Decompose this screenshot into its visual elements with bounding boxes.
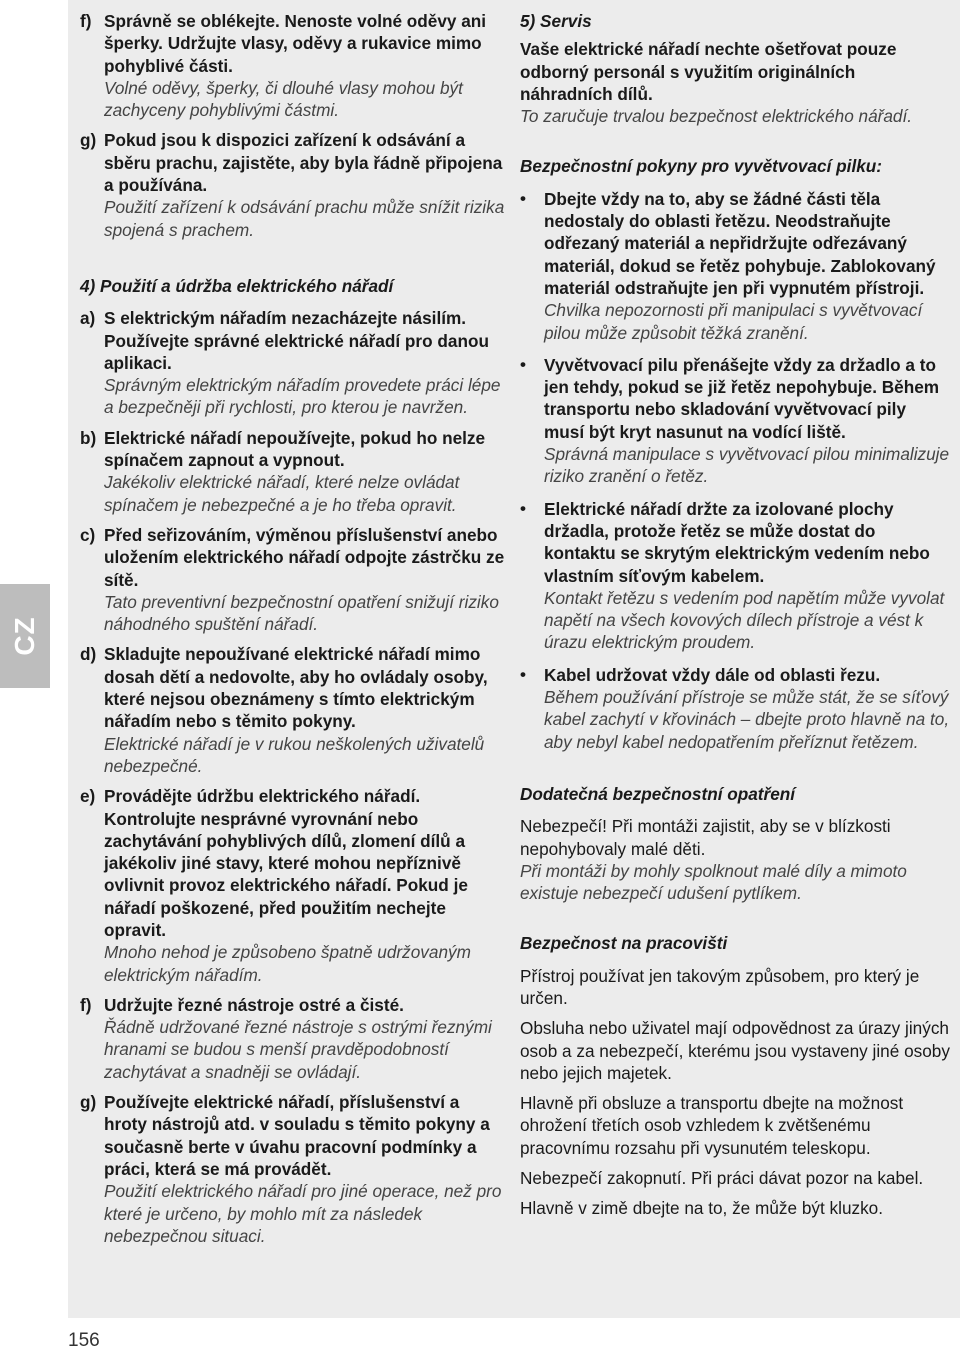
- item-a-force: [80, 307, 506, 418]
- bullet-marker: •: [520, 498, 526, 518]
- instruction-bold: Skladujte nepoužívané elektrické nářadí mimo dosah dětí a nedovolte, aby ho ovládaly osoby, které nejsou obeznámeny s tímto elektrickým nářadím nebo s těmito pokyny.: [104, 644, 488, 732]
- bullet-item: [520, 354, 950, 488]
- instruction-note: Volné oděvy, šperky, či dlouhé vlasy mohou být zachyceny pohyblivými částmi.: [104, 77, 463, 121]
- paragraph: Hlavně v zimě dbejte na to, že může být kluzko.: [520, 1198, 884, 1219]
- item-g-proper-use: [80, 1091, 506, 1247]
- item-label: d): [80, 644, 97, 665]
- language-tab: [0, 584, 50, 688]
- instruction-note: Kontakt řetězu s vedením pod napětím může vyvolat napětí na všech kovových dílech přístroje a vést k úrazu elektrickým proudem.: [544, 587, 945, 653]
- instruction-note: Jakékoliv elektrické nářadí, které nelze ovládat spínačem je nebezpečné a je ho třeba opravit.: [104, 472, 460, 515]
- service-instruction: Vaše elektrické nářadí nechte ošetřovat pouze odborný personál s využitím originálních náhradních dílů.: [520, 39, 897, 104]
- instruction-bold: Používejte elektrické nářadí, příslušenství a hroty nástrojů atd. v souladu s těmito pokyny a současně berte v úvahu pracovní podmínky a práci, která se má provádět.: [104, 1092, 490, 1179]
- paragraph: Nebezpečí! Při montáži zajistit, aby se v blízkosti nepohybovaly malé děti.: [520, 816, 891, 859]
- instruction-bold: Elektrické nářadí držte za izolované plochy držadla, protože řetěz se může dostat do kontaktu se skrytým elektrickým vedením nebo vlastním síťovým kabelem.: [544, 498, 930, 586]
- instruction-bold: Udržujte řezné nástroje ostré a čisté.: [104, 994, 404, 1015]
- bullet-marker: •: [520, 354, 526, 374]
- paragraph: Přístroj používat jen takovým způsobem, pro který je určen.: [520, 965, 920, 1008]
- instruction-bold: Před seřizováním, výměnou příslušenství anebo uložením elektrického nářadí odpojte zástrčku ze sítě.: [104, 524, 505, 590]
- item-d-storage: [80, 643, 506, 777]
- bullet-item: [520, 188, 950, 344]
- item-label: c): [80, 524, 96, 545]
- instruction-bold: S elektrickým nářadím nezacházejte násilím. Používejte správné elektrické nářadí pro danou aplikaci.: [104, 308, 489, 373]
- bullet-item: [520, 498, 950, 654]
- instruction-note: Elektrické nářadí je v rukou neškolených uživatelů nebezpečné.: [104, 733, 485, 776]
- paragraph-italic: Při montáži by mohly spolknout malé díly a mimoto existuje nebezpečí udušení pytlíkem.: [520, 860, 907, 904]
- item-label: a): [80, 308, 96, 329]
- instruction-bold: Vyvětvovací pilu přenášejte vždy za držadlo a to jen tehdy, pokud se již řetěz nepohybuje. Během transportu nebo skladování vyvětvovací pily musí být kryt nasunut na vodící liště.: [544, 354, 940, 442]
- instruction-note: Tato preventivní bezpečnostní opatření snižují riziko náhodného spuštění nářadí.: [104, 591, 499, 635]
- language-tab-label: CZ: [9, 616, 40, 656]
- section-heading-pruner-safety: Bezpečnostní pokyny pro vyvětvovací pilku:: [520, 156, 882, 177]
- instruction-note: Chvilka nepozornosti při manipulaci s vyvětvovací pilou může způsobit těžká zranění.: [544, 300, 923, 343]
- item-c-unplug: [80, 524, 506, 635]
- instruction-bold: Dbejte vždy na to, aby se žádné části těla nedostaly do oblasti řetězu. Neodstraňujte odřezaný materiál a nepřidržujte odřezávaný materiál, dokud se řetěz pohybuje. Zablokovaný materiál odstraňujte jen při vypnutém přístroji.: [544, 188, 936, 298]
- instruction-bold: Elektrické nářadí nepoužívejte, pokud ho nelze spínačem zapnout a vypnout.: [104, 427, 486, 471]
- item-label: b): [80, 427, 97, 448]
- instruction-note: Během používání přístroje se může stát, že se síťový kabel zachytí v křovinách – dbejte proto hlavně na to, aby nebyl kabel nedopatřením přeříznut řetězem.: [544, 687, 950, 752]
- section-heading-additional-measures: Dodatečná bezpečnostní opatření: [520, 783, 796, 804]
- section-heading-workplace-safety: Bezpečnost na pracovišti: [520, 933, 728, 954]
- paragraph: Nebezpečí zakopnutí. Při práci dávat pozor na kabel.: [520, 1168, 924, 1189]
- item-label: f): [80, 994, 92, 1015]
- item-e-maintenance: [80, 785, 506, 986]
- instruction-note: Mnoho nehod je způsobeno špatně udržovaným elektrickým nářadím.: [104, 942, 471, 985]
- item-label: g): [80, 1092, 97, 1113]
- instruction-note: Použití elektrického nářadí pro jiné operace, než pro které je určeno, by mohlo mít za následek nebezpečnou situaci.: [104, 1181, 502, 1246]
- paragraph: Hlavně při obsluze a transportu dbejte na možnost ohrožení třetích osob vzhledem k zvětšenému pracovnímu rozsahu při vysunutém teleskopu.: [520, 1093, 904, 1158]
- page-number: 156: [68, 1330, 100, 1351]
- item-f-cutting-tools: [80, 994, 506, 1083]
- instruction-bold: Provádějte údržbu elektrického nářadí. Kontrolujte nesprávné vyrovnání nebo zachytávání pohyblivých dílů, zlomení dílů a jakékoliv jiné stavy, které mohou nepříznivě ovlivnit provoz elektrického nářadí. Pokud je nářadí poškozené, před použitím nechejte opravit.: [104, 786, 468, 940]
- bullet-item: [520, 664, 950, 753]
- item-label: f): [80, 11, 92, 31]
- section-heading-use-maintenance: 4) Použití a údržba elektrického nářadí: [80, 275, 394, 296]
- item-g-dust: [80, 129, 506, 240]
- section-heading-service: 5) Servis: [520, 11, 592, 31]
- item-b-switch: [80, 427, 506, 516]
- bullet-marker: •: [520, 664, 526, 684]
- item-label: e): [80, 786, 96, 807]
- left-column: [80, 10, 506, 1255]
- item-f-clothing: [80, 10, 506, 121]
- right-column: [520, 10, 950, 1228]
- instruction-note: Řádně udržované řezné nástroje s ostrými řeznými hranami se budou s menší pravděpodobností zachytávat a snadněji se ovládají.: [104, 1017, 492, 1082]
- instruction-bold: Kabel udržovat vždy dále od oblasti řezu.: [544, 664, 881, 685]
- instruction-bold: Správně se oblékejte. Nenoste volné oděvy ani šperky. Udržujte vlasy, oděvy a rukavice mimo pohyblivé části.: [104, 11, 487, 76]
- instruction-note: Správným elektrickým nářadím provedete práci lépe a bezpečněji při rychlosti, pro kterou je navržen.: [104, 375, 501, 418]
- paragraph: Obsluha nebo uživatel mají odpovědnost za úrazy jiných osob a za nebezpečí, kterému jsou vystaveny jiné osoby nebo jejich majetek.: [520, 1018, 950, 1083]
- instruction-note: Správná manipulace s vyvětvovací pilou minimalizuje riziko zranění o řetěz.: [544, 444, 950, 487]
- bullet-marker: •: [520, 188, 526, 208]
- item-label: g): [80, 130, 97, 151]
- instruction-bold: Pokud jsou k dispozici zařízení k odsávání a sběru prachu, zajistěte, aby byla řádně připojena a používána.: [104, 130, 503, 196]
- instruction-note: Použití zařízení k odsávání prachu může snížit rizika spojená s prachem.: [104, 197, 505, 240]
- service-note: To zaručuje trvalou bezpečnost elektrického nářadí.: [520, 106, 913, 127]
